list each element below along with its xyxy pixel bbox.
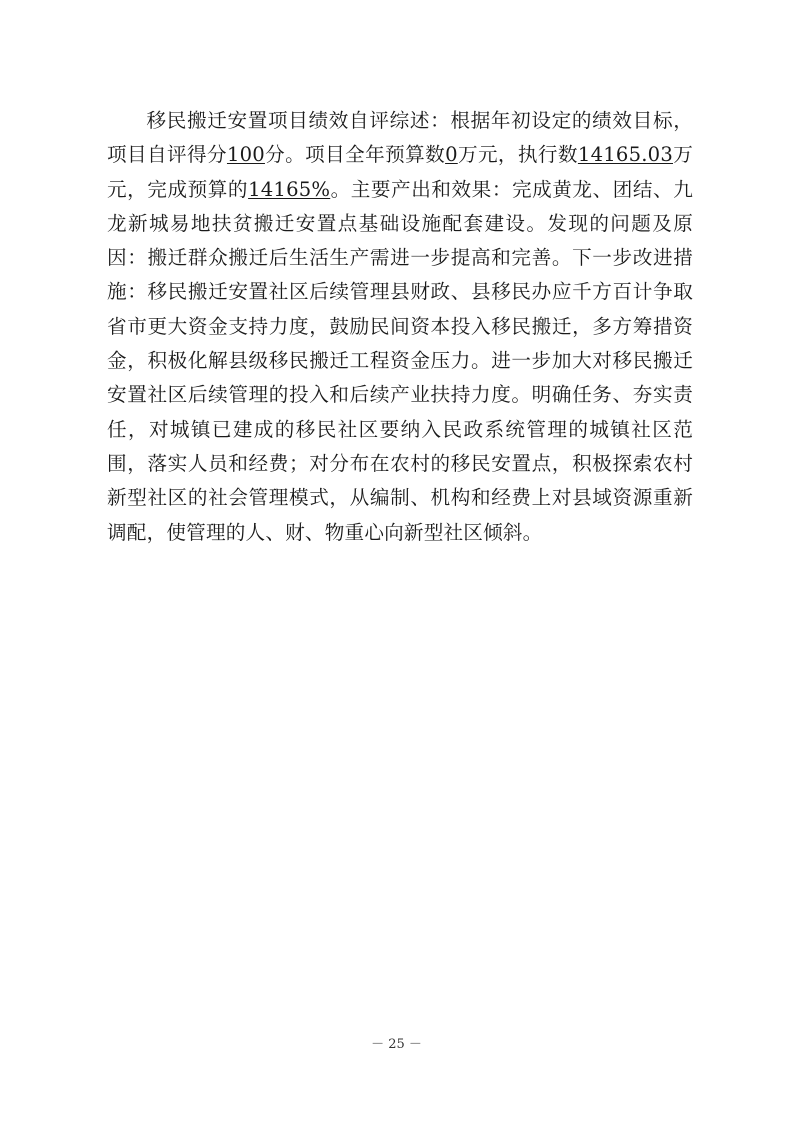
completion-rate-value: 14165%: [248, 177, 331, 201]
self-evaluation-score: 100: [226, 143, 265, 167]
performance-summary-paragraph: [107, 104, 693, 550]
annual-budget-value: 0: [445, 143, 458, 167]
text-segment-executed-label: 万元，执行数: [457, 143, 578, 167]
text-segment-intro: 移民搬迁安置项目绩效自评综述：根据年初设定的绩效目标，项目自评得分: [107, 109, 693, 167]
text-segment-completion-label: 万元，完成预算的: [107, 143, 693, 201]
text-segment-budget-label: 分。项目全年预算数: [264, 143, 446, 167]
text-segment-outputs-and-measures: 。主要产出和效果：完成黄龙、团结、九龙新城易地扶贫搬迁安置点基础设施配套建设。发现的问题及原因：搬迁群众搬迁后生活生产需进一步提高和完善。下一步改进措施：移民搬迁安置社区后续管理县财政、县移民办应千方百计争取省市更大资金支持力度，鼓励民间资本投入移民搬迁，多方筹措资金，积极化解县级移民搬迁工程资金压力。进一步加大对移民搬迁安置社区后续管理的投入和后续产业扶持力度。明确任务、夯实责任，对城镇已建成的移民社区要纳入民政系统管理的城镇社区范围，落实人员和经费；对分布在农村的移民安置点，积极探索农村新型社区的社会管理模式，从编制、机构和经费上对县域资源重新调配，使管理的人、财、物重心向新型社区倾斜。: [107, 177, 693, 544]
executed-amount-value: 14165.03: [577, 143, 673, 167]
page-number: － 25 －: [371, 1037, 422, 1052]
